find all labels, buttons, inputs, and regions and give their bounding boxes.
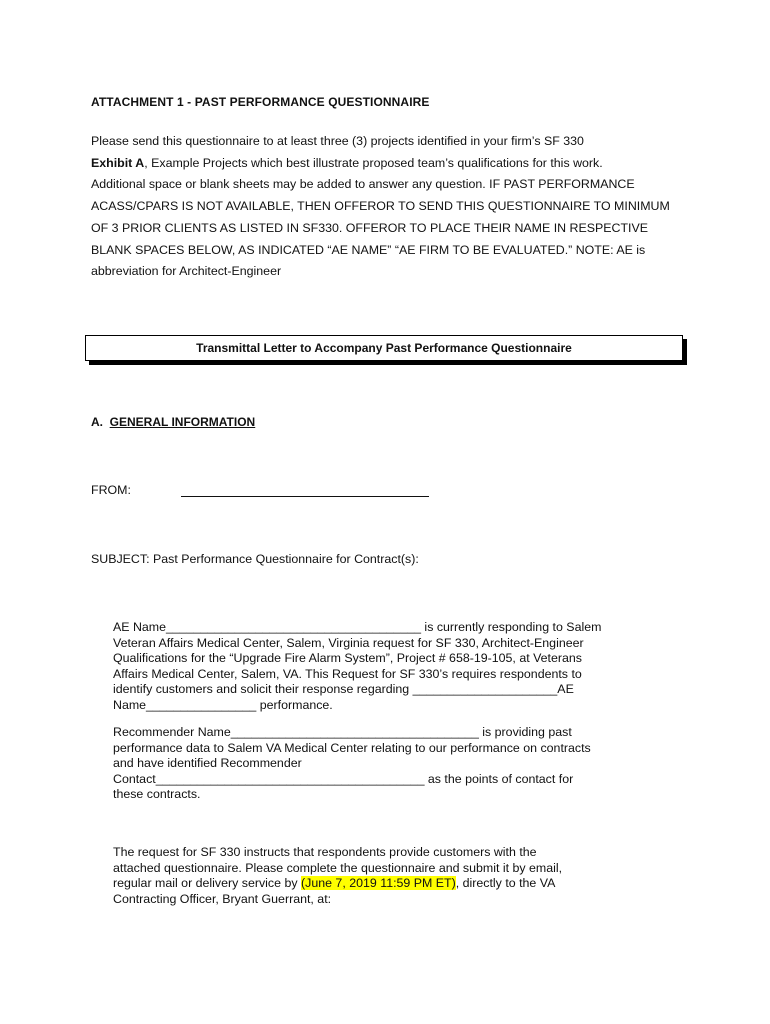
- transmittal-banner: [85, 335, 683, 361]
- section-a-heading: [91, 415, 255, 429]
- intro-line-rest: , Example Projects which best illustrate proposed team’s qualifications for this work.: [144, 155, 603, 170]
- paragraph-line: [113, 876, 562, 892]
- paragraph-line: Veteran Affairs Medical Center, Salem, Virginia request for SF 330, Architect-Engineer: [113, 635, 584, 650]
- paragraph-line: identify customers and solicit their response regarding _____________________AE: [113, 682, 574, 697]
- paragraph-line: these contracts.: [113, 787, 201, 802]
- paragraph-line: Qualifications for the “Upgrade Fire Alarm System”, Project # 658-19-105, at Veterans: [113, 651, 582, 666]
- intro-paragraph: [91, 131, 691, 283]
- intro-line: OF 3 PRIOR CLIENTS AS LISTED IN SF330. OFFEROR TO PLACE THEIR NAME IN RESPECTIVE: [91, 220, 649, 235]
- banner-title: Transmittal Letter to Accompany Past Performance Questionnaire: [196, 341, 572, 355]
- from-field[interactable]: [181, 496, 429, 497]
- paragraph-line: AE Name_____________________________________ is currently responding to Salem: [113, 620, 602, 634]
- paragraph-line: attached questionnaire. Please complete the questionnaire and submit it by email,: [113, 860, 563, 875]
- from-label: FROM:: [91, 483, 131, 497]
- paragraph-line: Contracting Officer, Bryant Guerrant, at:: [113, 891, 332, 906]
- paragraph-line: Name________________ performance.: [113, 697, 333, 712]
- exhibit-a-label: Exhibit A: [91, 155, 145, 170]
- intro-line: Please send this questionnaire to at least three (3) projects identified in your firm’s SF 330: [91, 134, 584, 148]
- section-a-prefix: A.: [91, 415, 110, 429]
- paragraph-line: Affairs Medical Center, Salem, VA. This Request for SF 330’s requires respondents to: [113, 666, 582, 681]
- intro-line: abbreviation for Architect-Engineer: [91, 264, 282, 279]
- request-paragraph: [113, 845, 562, 907]
- deadline-highlight: (June 7, 2019 11:59 PM ET): [301, 876, 456, 891]
- paragraph-line: performance data to Salem VA Medical Center relating to our performance on contracts: [113, 740, 591, 755]
- intro-line: Additional space or blank sheets may be added to answer any question. IF PAST PERFORMANCE: [91, 177, 635, 192]
- paragraph-line: and have identified Recommender: [113, 756, 302, 771]
- deadline-suffix: , directly to the VA: [455, 876, 556, 891]
- intro-line: [91, 153, 691, 175]
- section-a-label: GENERAL INFORMATION: [109, 415, 256, 429]
- paragraph-line: Recommender Name____________________________________ is providing past: [113, 725, 572, 739]
- deadline-prefix: regular mail or delivery service by: [113, 876, 301, 891]
- recommender-paragraph: [113, 725, 591, 803]
- subject-line: SUBJECT: Past Performance Questionnaire for Contract(s):: [91, 552, 419, 566]
- intro-line: BLANK SPACES BELOW, AS INDICATED “AE NAME” “AE FIRM TO BE EVALUATED.” NOTE: AE is: [91, 242, 646, 257]
- paragraph-line: The request for SF 330 instructs that respondents provide customers with the: [113, 845, 537, 859]
- paragraph-line: Contact_______________________________________ as the points of contact for: [113, 771, 574, 786]
- document-title: ATTACHMENT 1 - PAST PERFORMANCE QUESTIONNAIRE: [91, 95, 430, 109]
- intro-line: ACASS/CPARS IS NOT AVAILABLE, THEN OFFEROR TO SEND THIS QUESTIONNAIRE TO MINIMUM: [91, 199, 670, 214]
- ae-name-paragraph: [113, 620, 601, 714]
